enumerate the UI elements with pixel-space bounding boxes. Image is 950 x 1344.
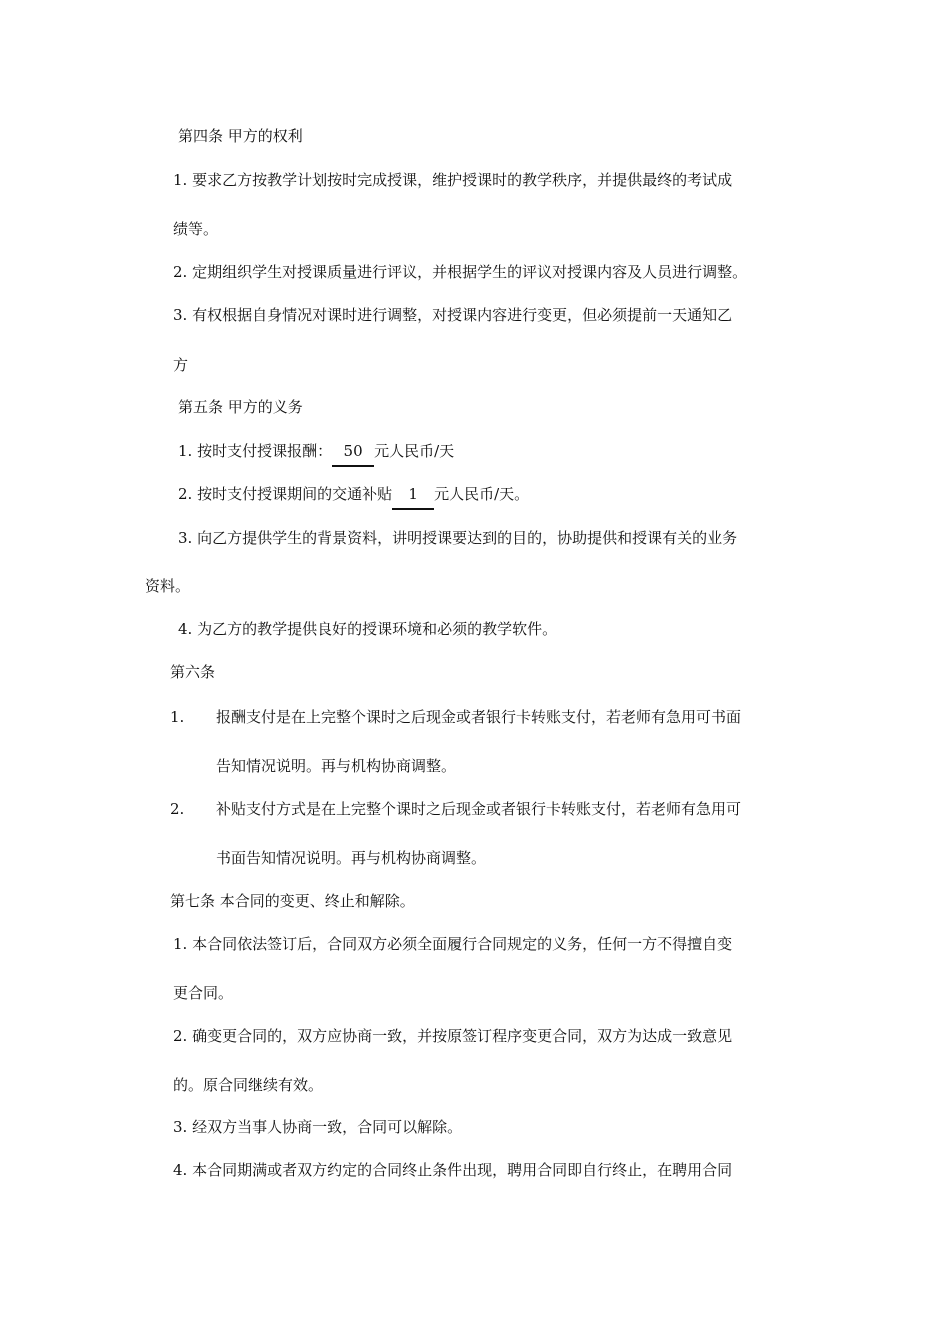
article-4-item-2: 2. 定期组织学生对授课质量进行评议，并根据学生的评议对授课内容及人员进行调整。 bbox=[173, 263, 748, 281]
remuneration-amount-underline bbox=[332, 465, 374, 467]
article-7-item-4-line-1: 4. 本合同期满或者双方约定的合同终止条件出现，聘用合同即自行终止，在聘用合同 bbox=[173, 1161, 733, 1179]
article-7-item-1-line-2: 更合同。 bbox=[173, 984, 234, 1002]
transport-allowance-amount bbox=[392, 484, 434, 504]
article-5-item-3-line-2: 资料。 bbox=[145, 577, 191, 595]
article-5-item-1-unit: 元人民币/天 bbox=[374, 442, 455, 460]
article-6-heading: 第六条 bbox=[170, 663, 216, 681]
article-6-item-1-number: 1. bbox=[170, 708, 185, 726]
article-5-item-3-line-1: 3. 向乙方提供学生的背景资料，讲明授课要达到的目的，协助提供和授课有关的业务 bbox=[178, 529, 738, 547]
article-6-item-1-line-1: 报酬支付是在上完整个课时之后现金或者银行卡转账支付，若老师有急用可书面 bbox=[216, 708, 742, 726]
article-5-item-2-unit: 元人民币/天。 bbox=[434, 485, 530, 503]
remuneration-amount-value: 50 bbox=[343, 442, 363, 460]
transport-allowance-value: 1 bbox=[408, 485, 418, 503]
article-4-heading: 第四条 甲方的权利 bbox=[178, 127, 303, 145]
article-6-item-2-number: 2. bbox=[170, 800, 185, 818]
article-7-item-3: 3. 经双方当事人协商一致，合同可以解除。 bbox=[173, 1118, 463, 1136]
transport-allowance-underline bbox=[392, 508, 434, 510]
article-5-heading: 第五条 甲方的义务 bbox=[178, 398, 303, 416]
remuneration-amount bbox=[332, 441, 374, 461]
article-7-heading: 第七条 本合同的变更、终止和解除。 bbox=[170, 892, 415, 910]
article-4-item-1-line-2: 绩等。 bbox=[173, 220, 219, 238]
article-4-item-3-line-1: 3. 有权根据自身情况对课时进行调整，对授课内容进行变更，但必须提前一天通知乙 bbox=[173, 306, 733, 324]
article-7-item-2-line-2: 的。原合同继续有效。 bbox=[173, 1076, 324, 1094]
article-6-item-1-line-2: 告知情况说明。再与机构协商调整。 bbox=[216, 757, 457, 775]
article-7-item-2-line-1: 2. 确变更合同的，双方应协商一致，并按原签订程序变更合同，双方为达成一致意见 bbox=[173, 1027, 733, 1045]
article-5-item-1-text: 1. 按时支付授课报酬： bbox=[178, 442, 333, 460]
article-6-item-2-line-1: 补贴支付方式是在上完整个课时之后现金或者银行卡转账支付，若老师有急用可 bbox=[216, 800, 742, 818]
article-5-item-2-text: 2. 按时支付授课期间的交通补贴 bbox=[178, 485, 393, 503]
article-4-item-3-line-2: 方 bbox=[173, 356, 189, 374]
article-5-item-1 bbox=[178, 441, 454, 461]
article-4-item-1-line-1: 1. 要求乙方按教学计划按时完成授课，维护授课时的教学秩序，并提供最终的考试成 bbox=[173, 171, 733, 189]
article-5-item-2 bbox=[178, 484, 529, 504]
article-6-item-2-line-2: 书面告知情况说明。再与机构协商调整。 bbox=[216, 849, 487, 867]
article-5-item-4: 4. 为乙方的教学提供良好的授课环境和必须的教学软件。 bbox=[178, 620, 558, 638]
article-7-item-1-line-1: 1. 本合同依法签订后，合同双方必须全面履行合同规定的义务，任何一方不得擅自变 bbox=[173, 935, 733, 953]
